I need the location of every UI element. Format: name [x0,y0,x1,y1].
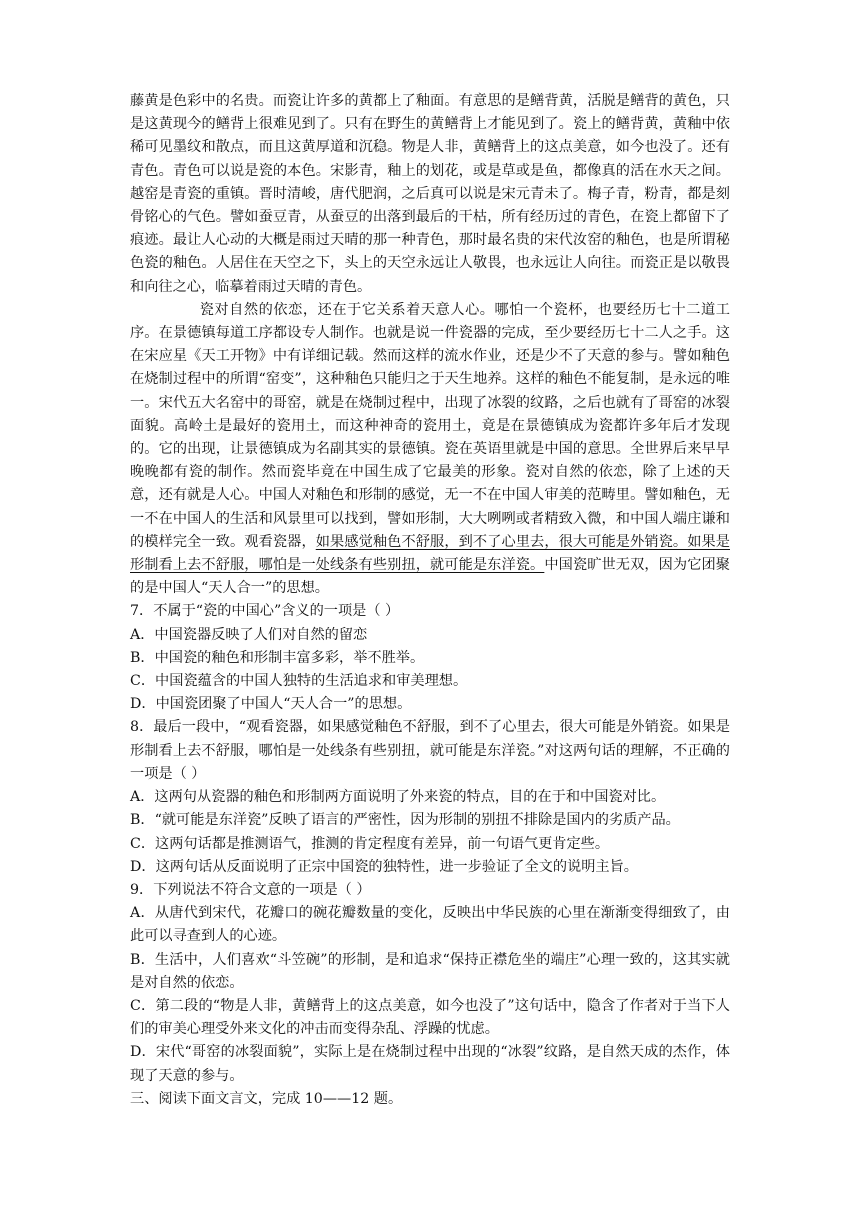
question-9-option-b: B．生活中，人们喜欢“斗笠碗”的形制，是和追求“保持正襟危坐的端庄”心理一致的，这其实就是对自然的依恋。 [130,951,730,991]
question-9 [130,879,730,1088]
question-8-stem: 8．最后一段中，“观看瓷器，如果感觉釉色不舒服，到不了心里去，很大可能是外销瓷。如果是形制看上去不舒服，哪怕是一处线条有些别扭，就可能是东洋瓷。”对这两句话的理解，不正确的一项是（ ） [130,719,730,782]
question-8-option-b: B．“就可能是东洋瓷”反映了语言的严密性，因为形制的别扭不排除是国内的劣质产品。 [130,812,680,829]
question-9-option-c: C．第二段的“物是人非，黄鳝背上的这点美意，如今也没了”这句话中，隐含了作者对于当下人们的审美心理受外来文化的冲击而变得杂乱、浮躁的忧虑。 [130,997,730,1038]
passage-paragraph-2 [130,299,730,601]
question-7-option-a: A．中国瓷器反映了人们对自然的留恋 [130,626,368,643]
document-page [130,90,730,1111]
passage-paragraph-2-ending: 中国瓷旷世无双，因为它团聚的是中国人“天人合一”的思想。 [130,557,730,597]
question-7-option-b: B．中国瓷的釉色和形制丰富多彩，举不胜举。 [130,649,425,666]
question-8-option-c: C．这两句话都是推测语气，推测的肯定程度有差异，前一句语气更肯定些。 [130,835,610,852]
question-7-stem: 7．不属于“瓷的中国心”含义的一项是（ ） [130,603,400,620]
question-8 [130,716,730,878]
underlined-sentences: 如果感觉釉色不舒服，到不了心里去，很大可能是外销瓷。如果是形制看上去不舒服，哪怕是一处线条有些别扭，就可能是东洋瓷。 [130,533,730,574]
passage-paragraph-2-text: 瓷对自然的依恋，还在于它关系着天意人心。哪怕一个瓷杯，也要经历七十二道工序。在景德镇每道工序都设专人制作。也就是说一件瓷器的完成，至少要经历七十二人之手。这在宋应星《天工开物》中有详细记载。然而这样的流水作业，还是少不了天意的参与。譬如釉色在烧制过程中的所谓“窑变”，这种釉色只能归之于天生地养。这样的釉色不能复制，是永远的唯一。宋代五大名窑中的哥窑，就是在烧制过程中，出现了冰裂的纹路，之后也就有了哥窑的冰裂面貌。高岭土是最好的瓷用土，而这种神奇的瓷用土，竟是在景德镇成为瓷都许多年后才发现的。它的出现，让景德镇成为名副其实的景德镇。瓷在英语里就是中国的意思。全世界后来早早晚晚都有瓷的制作。然而瓷毕竟在中国生成了它最美的形象。瓷对自然的依恋，除了上述的天意，还有就是人心。中国人对釉色和形制的感觉，无一不在中国人审美的范畴里。譬如釉色，无一不在中国人的生活和风景里可以找到，譬如形制，大大咧咧或者精致入微，和中国人端庄谦和的模样完全一致。观看瓷器， [130,301,730,550]
question-7-option-d: D．中国瓷团聚了中国人“天人合一”的思想。 [130,696,412,713]
section-heading: 三、阅读下面文言文，完成 10——12 题。 [130,1090,403,1107]
question-9-option-d: D．宋代“哥窑的冰裂面貌”，实际上是在烧制过程中出现的“冰裂”纹路，是自然天成的杰作，体现了天意的参与。 [130,1044,730,1084]
passage-paragraph-1: 藤黄是色彩中的名贵。而瓷让许多的黄都上了釉面。有意思的是鳝背黄，活脱是鳝背的黄色，只是这黄现今的鳝背上很难见到了。只有在野生的黄鳝背上才能见到了。瓷上的鳝背黄，黄釉中依稀可见墨纹和散点，而且这黄厚道和沉稳。物是人非，黄鳝背上的这点美意，如今也没了。还有青色。青色可以说是瓷的本色。宋影青，釉上的划花，或是草或是鱼，都像真的活在水天之间。越窑是青瓷的重镇。晋时清峻，唐代肥润，之后真可以说是宋元青未了。梅子青，粉青，都是刻骨铭心的气色。譬如蚕豆青，从蚕豆的出落到最后的干枯，所有经历过的青色，在瓷上都留下了痕迹。最让人心动的大概是雨过天晴的那一种青色，那时最名贵的宋代汝窑的釉色，也是所谓秘色瓷的釉色。人居住在天空之下，头上的天空永远让人敬畏，也永远让人向往。而瓷正是以敬畏和向往之心，临摹着雨过天晴的青色。 [130,93,730,295]
question-7-option-c: C．中国瓷蕴含的中国人独特的生活追求和审美理想。 [130,673,468,690]
question-8-option-a: A．这两句从瓷器的釉色和形制两方面说明了外来瓷的特点，目的在于和中国瓷对比。 [130,789,666,806]
question-8-option-d: D．这两句话从反面说明了正宗中国瓷的独特性，进一步验证了全文的说明主旨。 [130,858,638,875]
question-7 [130,600,730,716]
question-9-option-a: A．从唐代到宋代，花瓣口的碗花瓣数量的变化，反映出中华民族的心里在渐渐变得细致了，由此可以寻查到人的心迹。 [130,905,730,945]
question-9-stem: 9．下列说法不符合文意的一项是（ ） [130,881,371,898]
